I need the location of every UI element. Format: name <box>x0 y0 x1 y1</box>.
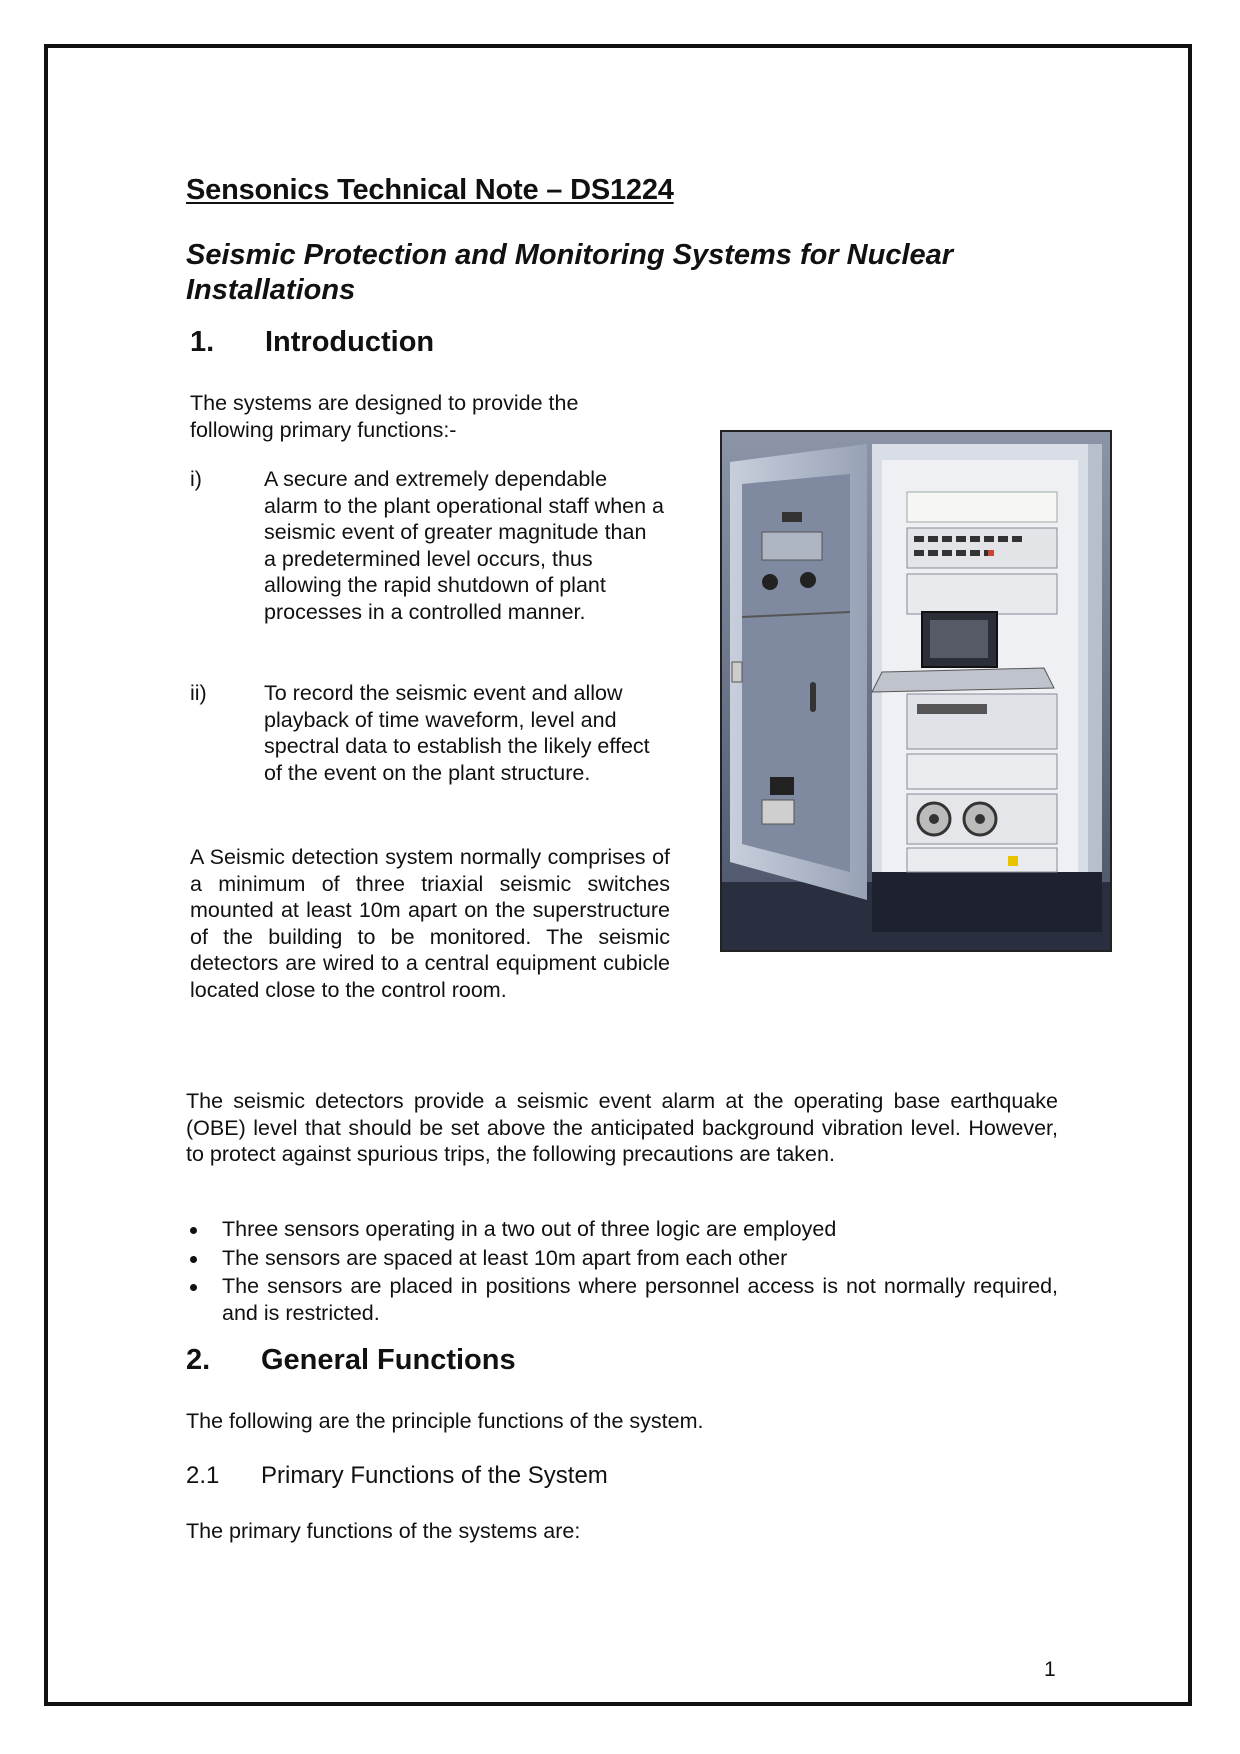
list-item-text: To record the seismic event and allow playback of time waveform, level and spectral data to establish the likely effect of the event on the plant structure. <box>264 681 650 785</box>
detection-paragraph: A Seismic detection system normally comprises of a minimum of three triaxial seismic switches mounted at least 10m apart on the superstructure of the building to be monitored. The seismic detectors are wired to a central equipment cubicle located close to the control room. <box>190 845 670 1002</box>
list-marker: ii) <box>190 681 207 705</box>
list-item-text: The sensors are spaced at least 10m apart from each other <box>222 1245 788 1270</box>
subsection-2-1-intro: The primary functions of the systems are: <box>186 1519 581 1543</box>
subsection-2-1-number: 2.1 <box>186 1462 220 1489</box>
list-item <box>186 1273 1058 1326</box>
precautions-list <box>186 1216 1058 1328</box>
document-page <box>44 44 1192 1706</box>
section-2-number: 2. <box>186 1344 211 1376</box>
section-2-title: General Functions <box>261 1344 516 1376</box>
section-1-heading <box>190 326 434 359</box>
section-1-number: 1. <box>190 326 215 358</box>
document-title: Sensonics Technical Note – DS1224 <box>186 174 674 206</box>
subsection-2-1-heading <box>186 1462 608 1490</box>
list-marker: i) <box>190 467 202 491</box>
section-1-intro: The systems are designed to provide the following primary functions:- <box>190 391 579 442</box>
document-subtitle: Seismic Protection and Monitoring Systems for Nuclear Installations <box>186 239 954 306</box>
list-item <box>190 680 670 820</box>
list-item <box>186 1216 1058 1243</box>
list-item-text: The sensors are placed in positions where personnel access is not normally required, and is restricted. <box>222 1274 1058 1325</box>
list-item <box>190 466 670 646</box>
subsection-2-1-title: Primary Functions of the System <box>261 1462 608 1489</box>
bullet-icon <box>190 1256 197 1263</box>
section-2-heading <box>186 1344 516 1377</box>
list-item <box>186 1245 1058 1272</box>
bullet-icon <box>190 1227 197 1234</box>
section-2-intro: The following are the principle functions of the system. <box>186 1409 704 1433</box>
equipment-cabinet-photo <box>720 430 1112 952</box>
bullet-icon <box>190 1284 197 1291</box>
list-item-text: A secure and extremely dependable alarm to the plant operational staff when a seismic event of greater magnitude than a predetermined level occurs, thus allowing the rapid shutdown of plant processes in a controlled manner. <box>264 467 664 624</box>
list-item-text: Three sensors operating in a two out of three logic are employed <box>222 1217 837 1241</box>
section-1-title: Introduction <box>265 326 435 358</box>
page-number: 1 <box>1044 1658 1056 1681</box>
alarm-paragraph: The seismic detectors provide a seismic event alarm at the operating base earthquake (OBE) level that should be set above the anticipated background vibration level. However, to protect against spurious trips, the following precautions are taken. <box>186 1089 1058 1166</box>
